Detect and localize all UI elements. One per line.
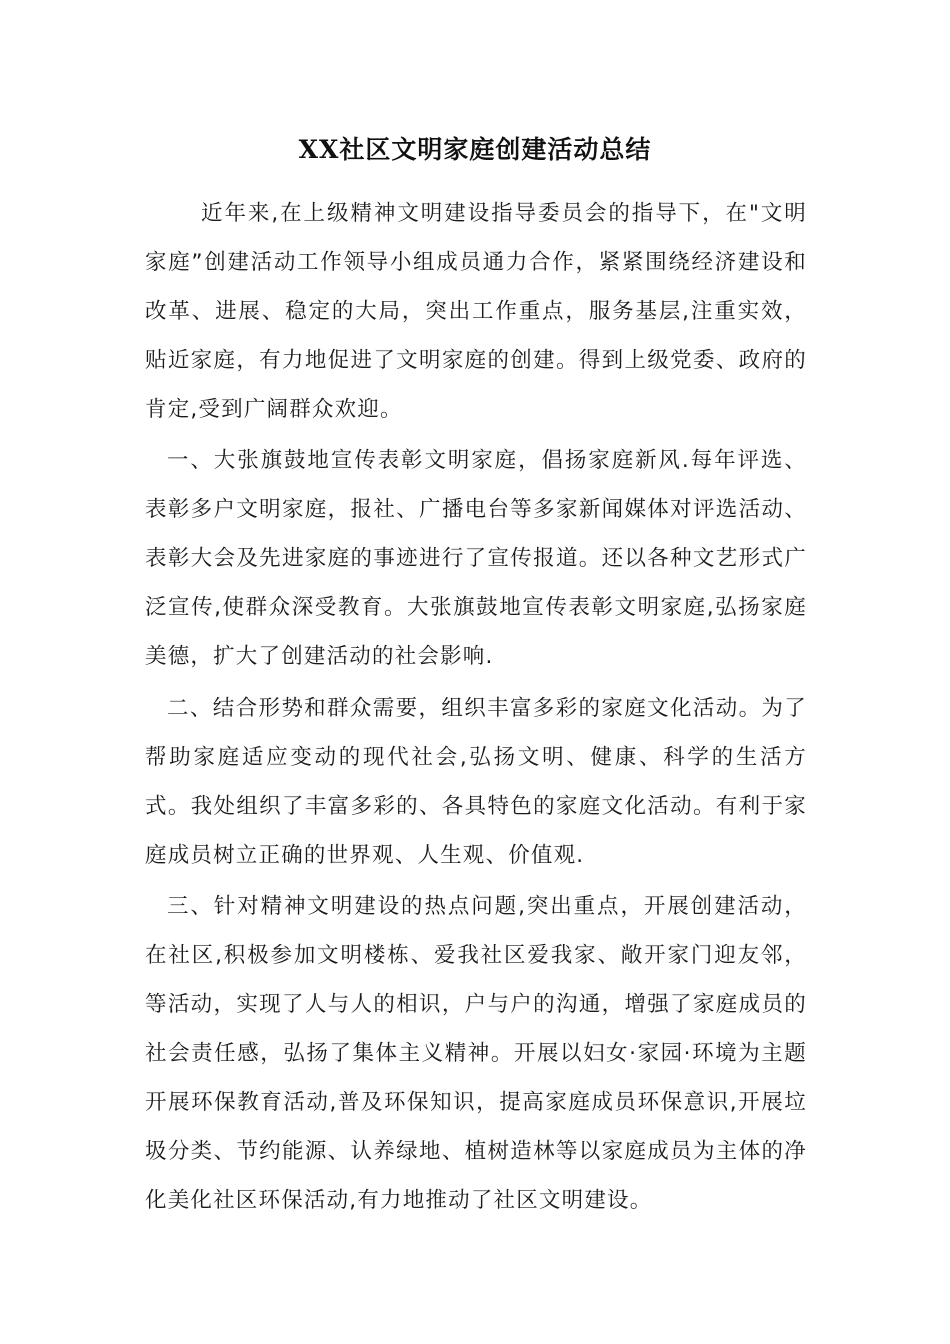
paragraph-section-3: 三、针对精神文明建设的热点问题,突出重点，开展创建活动，在社区,积极参加文明楼栋、爱我社区爱我家、敞开家门迎友邻，等活动，实现了人与人的相识，户与户的沟通，增强了家庭成员的社会责任感，弘扬了集体主义精神。开展以妇女·家园·环境为主题开展环保教育活动,普及环保知识，提高家庭成员环保意识,开展垃圾分类、节约能源、认养绿地、植树造林等以家庭成员为主体的净化美化社区环保活动,有力地推动了社区文明建设。 [145,894,807,1213]
paragraph-intro: 近年来,在上级精神文明建设指导委员会的指导下，在"文明家庭”创建活动工作领导小组成员通力合作，紧紧围绕经济建设和改革、进展、稳定的大局，突出工作重点，服务基层,注重实效，贴近家庭，有力地促进了文明家庭的创建。得到上级党委、政府的肯定,受到广阔群众欢迎。 [145,201,807,422]
paragraph-section-2: 二、结合形势和群众需要，组织丰富多彩的家庭文化活动。为了帮助家庭适应变动的现代社会,弘扬文明、健康、科学的生活方式。我处组织了丰富多彩的、各具特色的家庭文化活动。有利于家庭成员树立正确的世界观、人生观、价值观. [145,696,807,868]
document-title: XX社区文明家庭创建活动总结 [298,135,652,164]
paragraph-section-1: 一、大张旗鼓地宣传表彰文明家庭，倡扬家庭新风.每年评选、表彰多户文明家庭，报社、广播电台等多家新闻媒体对评选活动、表彰大会及先进家庭的事迹进行了宣传报道。还以各种文艺形式广泛宣传,使群众深受教育。大张旗鼓地宣传表彰文明家庭,弘扬家庭美德，扩大了创建活动的社会影响. [145,448,807,669]
